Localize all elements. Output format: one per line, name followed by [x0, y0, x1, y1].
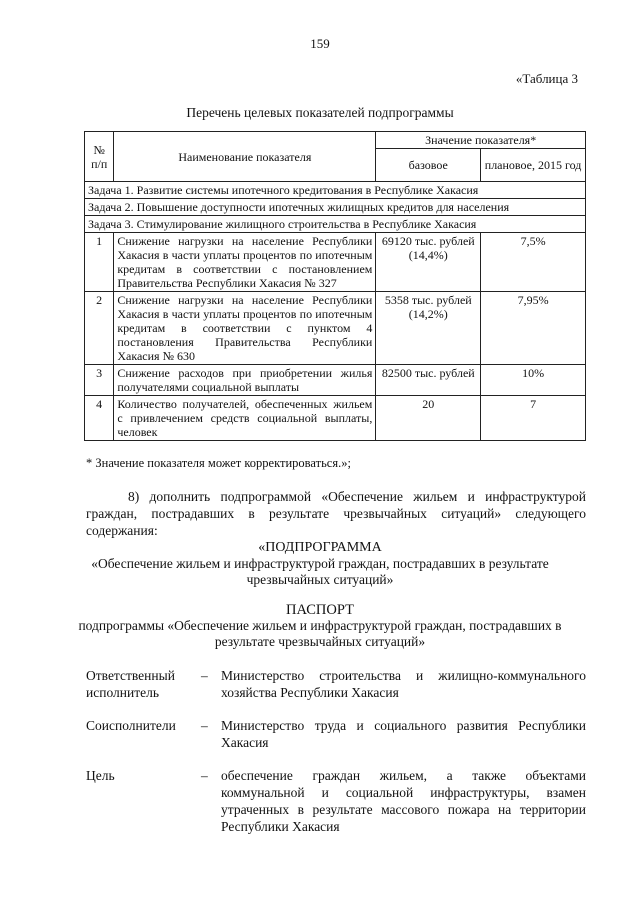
- passport-heading: ПАСПОРТ: [286, 602, 354, 618]
- passport-dash: –: [201, 668, 208, 683]
- table-row: [85, 396, 586, 441]
- passport-label: Соисполнители: [86, 718, 176, 733]
- table-row: [85, 233, 586, 292]
- table-header-row: [85, 132, 586, 149]
- passport-label: Ответственный исполнитель: [86, 668, 175, 700]
- subprogram-heading: «ПОДПРОГРАММА: [258, 540, 382, 555]
- page-number: 159: [310, 36, 330, 51]
- row-1-num: 1: [85, 233, 114, 292]
- row-4-name: Количество получателей, обеспеченных жильем с привлечением средств социальной выплаты, человек: [114, 396, 376, 441]
- passport-value: обеспечение граждан жильем, а также объектами коммунальной и социальной инфраструктуры, взамен утраченных в результате массового пожара на территории Республики Хакасия: [221, 768, 586, 834]
- header-base: базовое: [376, 149, 481, 182]
- header-planned: плановое, 2015 год: [481, 149, 586, 182]
- row-3-base: 82500 тыс. рублей: [376, 365, 481, 396]
- passport-value: Министерство строительства и жилищно-коммунального хозяйства Республики Хакасия: [221, 668, 586, 700]
- passport-label: Цель: [86, 768, 115, 783]
- task-1: Задача 1. Развитие системы ипотечного кредитования в Республике Хакасия: [85, 182, 586, 199]
- indicators-table: [84, 131, 586, 441]
- passport-dash: –: [201, 718, 208, 733]
- row-3-num: 3: [85, 365, 114, 396]
- passport-title: подпрограммы «Обеспечение жильем и инфраструктурой граждан, пострадавших в результате чрезвычайных ситуаций»: [78, 618, 562, 649]
- row-2-name: Снижение нагрузки на население Республики Хакасия в части уплаты процентов по ипотечным кредитам в соответствии с пунктом 4 постановления Правительства Республики Хакасия № 630: [114, 292, 376, 365]
- row-4-planned: 7: [481, 396, 586, 441]
- task-row: [85, 182, 586, 199]
- row-3-planned: 10%: [481, 365, 586, 396]
- passport-heading-block: [0, 602, 640, 650]
- passport-value: Министерство труда и социального развития Республики Хакасия: [221, 718, 586, 750]
- header-value-group: Значение показателя*: [376, 132, 586, 149]
- row-4-base: 20: [376, 396, 481, 441]
- subprogram-heading-block: [0, 540, 640, 588]
- row-2-num: 2: [85, 292, 114, 365]
- passport-dash: –: [201, 768, 208, 783]
- table-label: «Таблица 3: [515, 71, 578, 86]
- row-2-base: 5358 тыс. рублей (14,2%): [376, 292, 481, 365]
- row-1-planned: 7,5%: [481, 233, 586, 292]
- row-1-name: Снижение нагрузки на население Республики Хакасия в части уплаты процентов по ипотечным кредитам в соответствии с постановлением Правительства Республики Хакасия № 327: [114, 233, 376, 292]
- table-row: [85, 292, 586, 365]
- row-3-name: Снижение расходов при приобретении жилья получателями социальной выплаты: [114, 365, 376, 396]
- task-row: [85, 216, 586, 233]
- task-3: Задача 3. Стимулирование жилищного строительства в Республике Хакасия: [85, 216, 586, 233]
- amendment-item-8: 8) дополнить подпрограммой «Обеспечение жильем и инфраструктурой граждан, пострадавших в результате чрезвычайных ситуаций» следующего содержания:: [86, 489, 586, 538]
- header-name: Наименование показателя: [114, 132, 376, 182]
- row-1-base: 69120 тыс. рублей (14,4%): [376, 233, 481, 292]
- header-num: № п/п: [85, 132, 114, 182]
- row-4-num: 4: [85, 396, 114, 441]
- table-title: Перечень целевых показателей подпрограммы: [186, 105, 454, 120]
- table-row: [85, 365, 586, 396]
- task-2: Задача 2. Повышение доступности ипотечных жилищных кредитов для населения: [85, 199, 586, 216]
- task-row: [85, 199, 586, 216]
- row-2-planned: 7,95%: [481, 292, 586, 365]
- table-footnote: * Значение показателя может корректироваться.»;: [86, 456, 351, 470]
- subprogram-title: «Обеспечение жильем и инфраструктурой граждан, пострадавших в результате чрезвычайных ситуаций»: [91, 556, 549, 587]
